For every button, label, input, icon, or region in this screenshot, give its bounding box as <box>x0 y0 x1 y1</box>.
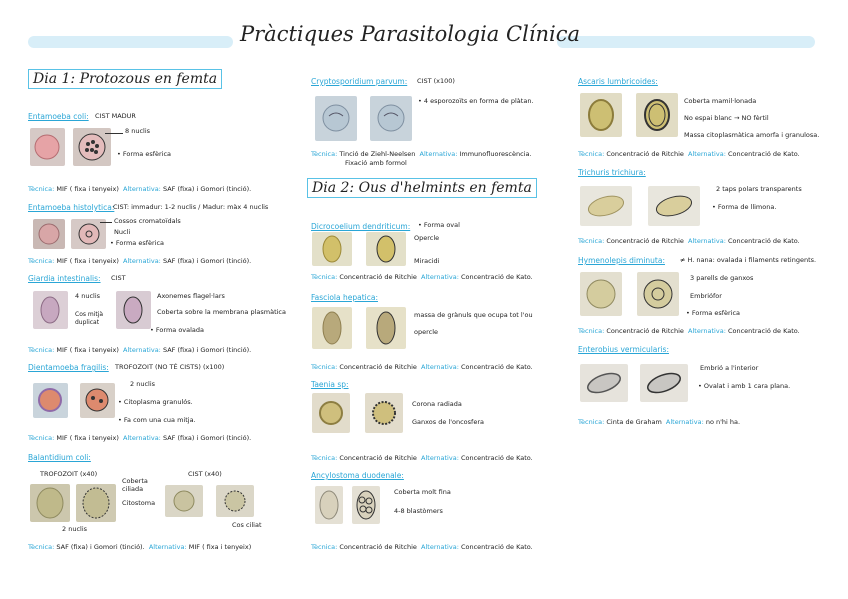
ancyl-micrograph-1 <box>315 486 343 524</box>
hymen-embryophore: Embriófor <box>690 292 722 300</box>
entero-micrograph-1 <box>580 364 628 402</box>
hymen-shape: • Forma esfèrica <box>686 309 741 317</box>
ascaris-heading: Ascaris lumbricoides: <box>578 77 658 86</box>
dicro-micrograph-2 <box>366 232 406 266</box>
hymen-note: ≠ H. nana: ovalada i filaments retingents. <box>680 256 817 264</box>
hymen-heading: Hymenolepis diminuta: <box>578 256 665 265</box>
ehist-stage: CIST: immadur: 1-2 nuclis / Madur: màx 4 nuclis <box>113 203 269 211</box>
ecoli-micrograph-1 <box>30 128 65 166</box>
taenia-technique: Tècnica: Concentració de Ritchie Alternativa: Concentració de Kato. <box>311 454 533 462</box>
hymen-micrograph-2 <box>637 272 679 316</box>
ehist-pointer-1 <box>100 222 112 223</box>
fasc-granules: massa de grànuls que ocupa tot l'ou <box>414 311 533 319</box>
trich-micrograph-2 <box>648 186 700 226</box>
dicro-operculum: Opercle <box>414 234 440 242</box>
ascaris-cytoplasm: Massa citoplasmàtica amorfa i granulosa. <box>684 131 820 139</box>
hymen-hooks: 3 parells de ganxos <box>690 274 754 282</box>
crypto-micrograph-1 <box>315 96 357 141</box>
giardia-membrane: Coberta sobre la membrana plasmàtica <box>157 308 286 316</box>
fasc-heading: Fasciola hepatica: <box>311 293 378 302</box>
giardia-median-body: Cos mitjà duplicat <box>75 311 104 326</box>
dicro-heading: Dicrocoelium dendriticum: <box>311 222 411 231</box>
fasc-micrograph-1 <box>312 307 352 349</box>
crypto-fixation: Fixació amb formol <box>345 159 407 167</box>
crypto-micrograph-2 <box>370 96 412 141</box>
giardia-heading: Giardia intestinalis: <box>28 274 101 283</box>
hymen-micrograph-1 <box>580 272 622 316</box>
trich-shape: • Forma de llimona. <box>712 203 777 211</box>
entero-embryo: Embrió a l'interior <box>700 364 759 372</box>
title-bar-right <box>557 36 815 48</box>
crypto-stage: CIST (x100) <box>417 77 455 85</box>
taenia-heading: Taenia sp: <box>311 380 349 389</box>
dient-cytoplasm: • Citoplasma granulós. <box>118 398 193 406</box>
giardia-axonemes: Axonemes flagel·lars <box>157 292 225 300</box>
balant-technique: Tècnica: SAF (fixa) i Gomori (tinció). Alternativa: MIF ( fixa i tenyeix) <box>28 543 252 551</box>
balant-micrograph-3 <box>165 485 203 517</box>
giardia-stage: CIST <box>111 274 126 282</box>
giardia-nuclei: 4 nuclis <box>75 292 101 300</box>
dicro-miracidium: Miracidi <box>414 257 440 265</box>
balant-micrograph-1 <box>30 484 70 522</box>
trich-plugs: 2 taps polars transparents <box>716 185 802 193</box>
balant-troph-label: TROFOZOIT (x40) <box>40 470 98 478</box>
ecoli-nuclei: 8 nuclis <box>125 127 151 135</box>
ascaris-fertility: No espai blanc → NO fèrtil <box>684 114 769 122</box>
fasc-operculum: opercle <box>414 328 439 336</box>
balant-cyst-label: CIST (x40) <box>188 470 222 478</box>
entero-micrograph-2 <box>640 364 688 402</box>
ancyl-technique: Tècnica: Concentració de Ritchie Alternativa: Concentració de Kato. <box>311 543 533 551</box>
dient-heading: Dientamoeba fragilis: <box>28 363 109 372</box>
dicro-technique: Tècnica: Concentració de Ritchie Alternativa: Concentració de Kato. <box>311 273 533 281</box>
balant-ciliated-cover: Coberta ciliada <box>122 477 148 493</box>
ecoli-shape: • Forma esfèrica <box>117 150 172 158</box>
balant-micrograph-4 <box>216 485 254 517</box>
taenia-corona: Corona radiada <box>412 400 462 408</box>
dient-nuclei: 2 nuclis <box>130 380 156 388</box>
fasc-micrograph-2 <box>366 307 406 349</box>
taenia-micrograph-2 <box>365 393 403 433</box>
entero-heading: Enterobius vermicularis: <box>578 345 669 354</box>
ancyl-shell: Coberta molt fina <box>394 488 451 496</box>
hymen-technique: Tècnica: Concentració de Ritchie Alternativa: Concentració de Kato. <box>578 327 800 335</box>
title-bar-left <box>28 36 233 48</box>
ehist-chromatoid: Cossos cromatoïdals <box>114 217 181 225</box>
ehist-shape: • Forma esfèrica <box>110 239 165 247</box>
giardia-micrograph-1 <box>33 291 68 329</box>
ascaris-technique: Tècnica: Concentració de Ritchie Alternativa: Concentració de Kato. <box>578 150 800 158</box>
ancyl-micrograph-2 <box>352 486 380 524</box>
dient-micrograph-1 <box>33 383 68 418</box>
ehist-micrograph-2 <box>71 219 106 249</box>
ecoli-stage: CIST MADUR <box>95 112 136 120</box>
ecoli-pointer <box>105 133 123 134</box>
ehist-technique: Tècnica: MIF ( fixa i tenyeix) Alternativa: SAF (fixa) i Gomori (tinció). <box>28 257 252 265</box>
dient-tail: • Fa com una cua mitja. <box>118 416 196 424</box>
taenia-micrograph-1 <box>312 393 350 433</box>
ancyl-blastomeres: 4-8 blastòmers <box>394 507 443 515</box>
balant-nuclei: 2 nuclis <box>62 525 88 533</box>
trich-technique: Tècnica: Concentració de Ritchie Alternativa: Concentració de Kato. <box>578 237 800 245</box>
balant-cytostome: Citostoma <box>122 499 156 507</box>
dient-technique: Tècnica: MIF ( fixa i tenyeix) Alternativa: SAF (fixa) i Gomori (tinció). <box>28 434 252 442</box>
entero-shape: • Ovalat i amb 1 cara plana. <box>698 382 791 390</box>
giardia-technique: Tècnica: MIF ( fixa i tenyeix) Alternativa: SAF (fixa) i Gomori (tinció). <box>28 346 252 354</box>
giardia-shape: • Forma ovalada <box>150 326 205 334</box>
balant-ciliated-body: Cos ciliat <box>232 521 262 529</box>
ehist-nucleus: Nucli <box>114 228 131 236</box>
entero-technique: Tècnica: Cinta de Graham Alternativa: no n'hi ha. <box>578 418 741 426</box>
ascaris-micrograph-1 <box>580 93 622 137</box>
trich-heading: Trichuris trichiura: <box>578 168 646 177</box>
ascaris-shell: Coberta mamil·lonada <box>684 97 757 105</box>
ascaris-micrograph-2 <box>636 93 678 137</box>
crypto-technique: Tècnica: Tinció de Ziehl-Neelsen Alternativa: Immunofluorescència. <box>311 150 532 158</box>
trich-micrograph-1 <box>580 186 632 226</box>
ehist-heading: Entamoeba histolytica: <box>28 203 115 212</box>
crypto-sporozoites: • 4 esporozoïts en forma de plàtan. <box>418 97 534 105</box>
crypto-heading: Cryptosporidium parvum: <box>311 77 408 86</box>
taenia-hooks: Ganxos de l'oncosfera <box>412 418 484 426</box>
dient-micrograph-2 <box>80 383 115 418</box>
dient-stage: TROFOZOIT (NO TÉ CISTS) (x100) <box>115 363 225 371</box>
balant-micrograph-2 <box>76 484 116 522</box>
fasc-technique: Tècnica: Concentració de Ritchie Alternativa: Concentració de Kato. <box>311 363 533 371</box>
page-title: Pràctiques Parasitologia Clínica <box>240 22 581 46</box>
day1-heading: Dia 1: Protozous en femta <box>28 69 222 89</box>
ehist-micrograph-1 <box>33 219 65 249</box>
giardia-micrograph-2 <box>116 291 151 329</box>
ecoli-technique: Tècnica: MIF ( fixa i tenyeix) Alternativa: SAF (fixa) i Gomori (tinció). <box>28 185 252 193</box>
ecoli-heading: Entamoeba coli: <box>28 112 89 121</box>
dicro-micrograph-1 <box>312 232 352 266</box>
day2-heading: Dia 2: Ous d'helmints en femta <box>307 178 537 198</box>
balant-heading: Balantidium coli: <box>28 453 91 462</box>
ancyl-heading: Ancylostoma duodenale: <box>311 471 404 480</box>
dicro-shape: • Forma oval <box>418 221 460 229</box>
